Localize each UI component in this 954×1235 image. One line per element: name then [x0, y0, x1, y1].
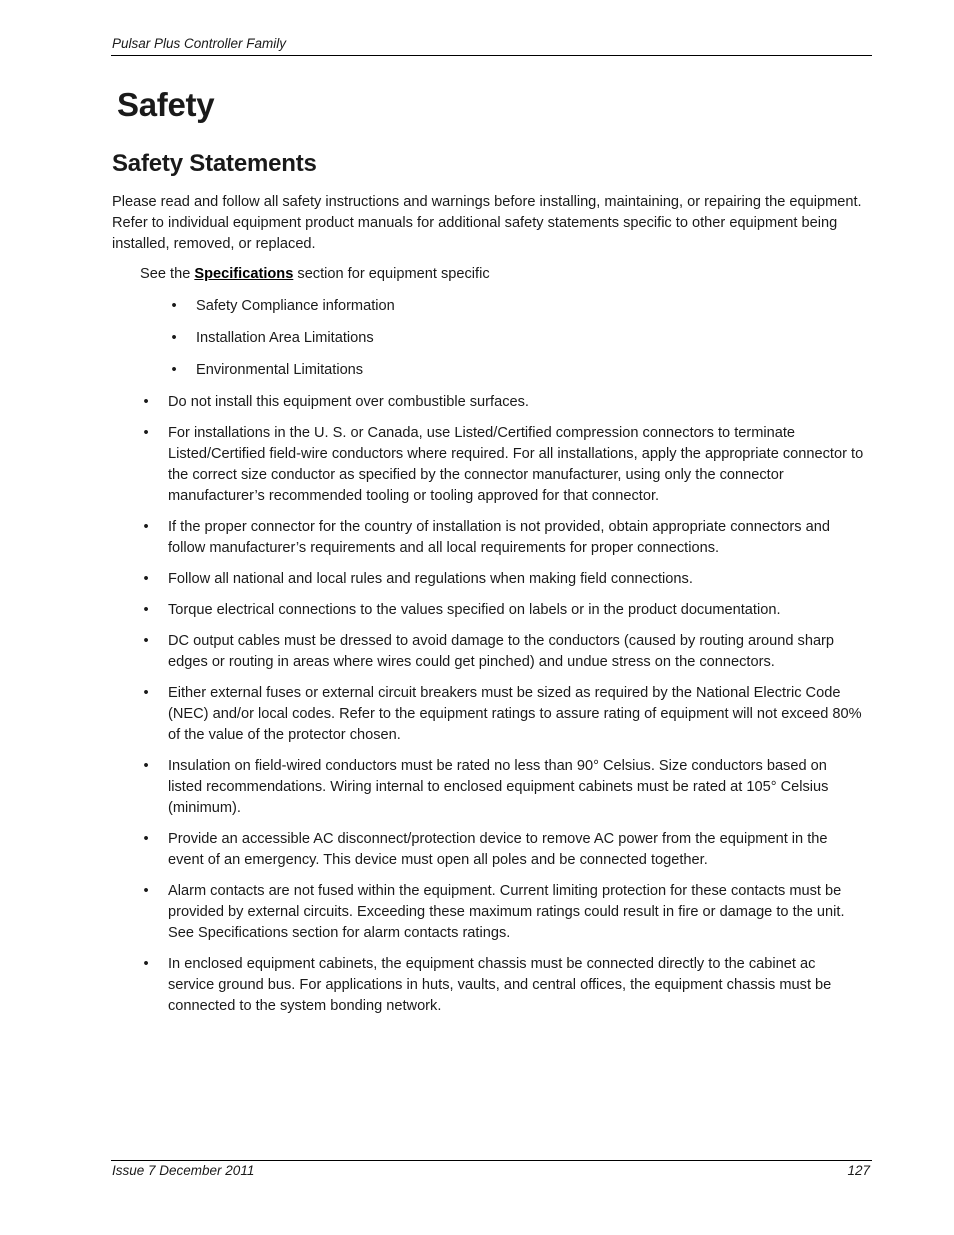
bullet-icon: • — [143, 883, 149, 899]
list-item — [112, 569, 864, 590]
bullet-icon: • — [143, 633, 149, 649]
bullet-icon: • — [143, 519, 149, 535]
list-item — [112, 829, 864, 871]
list-item-text: In enclosed equipment cabinets, the equipment chassis must be connected directly to the cabinet ac service ground bus. For applications in huts, vaults, and central offices, the equipment chassis must be connected to the system bonding network. — [168, 956, 832, 1014]
footer-divider — [111, 1160, 872, 1161]
running-header: Pulsar Plus Controller Family — [112, 36, 287, 51]
list-item-text: Installation Area Limitations — [196, 330, 374, 346]
safety-bullet-list — [112, 392, 864, 1017]
list-item — [112, 392, 864, 413]
list-item — [112, 954, 864, 1017]
see-prefix: See the — [140, 266, 191, 282]
see-specifications-line — [140, 264, 864, 285]
list-item-text: Do not install this equipment over combustible surfaces. — [168, 394, 529, 410]
bullet-icon: • — [171, 330, 177, 346]
list-item — [112, 423, 864, 507]
see-suffix: section for equipment specific — [297, 266, 490, 282]
footer-issue: Issue 7 December 2011 — [112, 1163, 255, 1178]
bullet-icon: • — [143, 758, 149, 774]
list-item-text: Provide an accessible AC disconnect/protection device to remove AC power from the equipment in the event of an emergency. This device must open all poles and be connected together. — [168, 831, 828, 868]
bullet-icon: • — [143, 425, 149, 441]
list-item — [112, 756, 864, 819]
list-item-text: Torque electrical connections to the values specified on labels or in the product documentation. — [168, 602, 781, 618]
page-title: Safety — [117, 86, 215, 123]
bullet-icon: • — [143, 571, 149, 587]
list-item-text: Either external fuses or external circuit breakers must be sized as required by the National Electric Code (NEC) and/or local codes. Refer to the equipment ratings to assure rating of equipment will not exceed 80% of the value of the protector chosen. — [168, 685, 862, 743]
bullet-icon: • — [143, 956, 149, 972]
specification-sub-list — [112, 296, 864, 381]
list-item-text: For installations in the U. S. or Canada, use Listed/Certified compression connectors to terminate Listed/Certified field-wire conductors where required. For all installations, apply the appropriate connector to the correct size conductor as specified by the connector manufacturer, using only the connector manufacturer’s recommended tooling or tooling approved for that connector. — [168, 425, 864, 504]
list-item — [112, 600, 864, 621]
bullet-icon: • — [171, 362, 177, 378]
list-item-text: If the proper connector for the country of installation is not provided, obtain appropriate connectors and follow manufacturer’s requirements and all local requirements for proper connections. — [168, 519, 830, 556]
list-item — [112, 360, 864, 381]
bullet-icon: • — [171, 298, 177, 314]
list-item — [112, 517, 864, 559]
list-item-text: Alarm contacts are not fused within the equipment. Current limiting protection for these contacts must be provided by external circuits. Exceeding these maximum ratings could result in fire or damage to the unit. See Specifications section for alarm contacts ratings. — [168, 883, 845, 941]
list-item-text: Insulation on field-wired conductors must be rated no less than 90° Celsius. Size conductors based on listed recommendations. Wiring internal to enclosed equipment cabinets must be rated at 105° Celsius (minimum). — [168, 758, 829, 816]
bullet-icon: • — [143, 685, 149, 701]
list-item — [112, 296, 864, 317]
list-item — [112, 881, 864, 944]
bullet-icon: • — [143, 394, 149, 410]
section-body — [112, 192, 864, 1027]
list-item-text: DC output cables must be dressed to avoid damage to the conductors (caused by routing around sharp edges or routing in areas where wires could get pinched) and undue stress on the connectors. — [168, 633, 835, 670]
header-divider — [111, 55, 872, 56]
list-item — [112, 631, 864, 673]
list-item — [112, 683, 864, 746]
bullet-icon: • — [143, 602, 149, 618]
intro-paragraph: Please read and follow all safety instructions and warnings before installing, maintaining, or repairing the equipment. Refer to individual equipment product manuals for additional safety statements specific to other equipment being installed, removed, or replaced. — [112, 194, 862, 252]
bullet-icon: • — [143, 831, 149, 847]
list-item-text: Follow all national and local rules and regulations when making field connections. — [168, 571, 693, 587]
specifications-link[interactable]: Specifications — [194, 266, 294, 282]
section-title: Safety Statements — [112, 150, 317, 177]
page-number: 127 — [847, 1163, 870, 1178]
list-item-text: Safety Compliance information — [196, 298, 395, 314]
list-item — [112, 328, 864, 349]
list-item-text: Environmental Limitations — [196, 362, 364, 378]
